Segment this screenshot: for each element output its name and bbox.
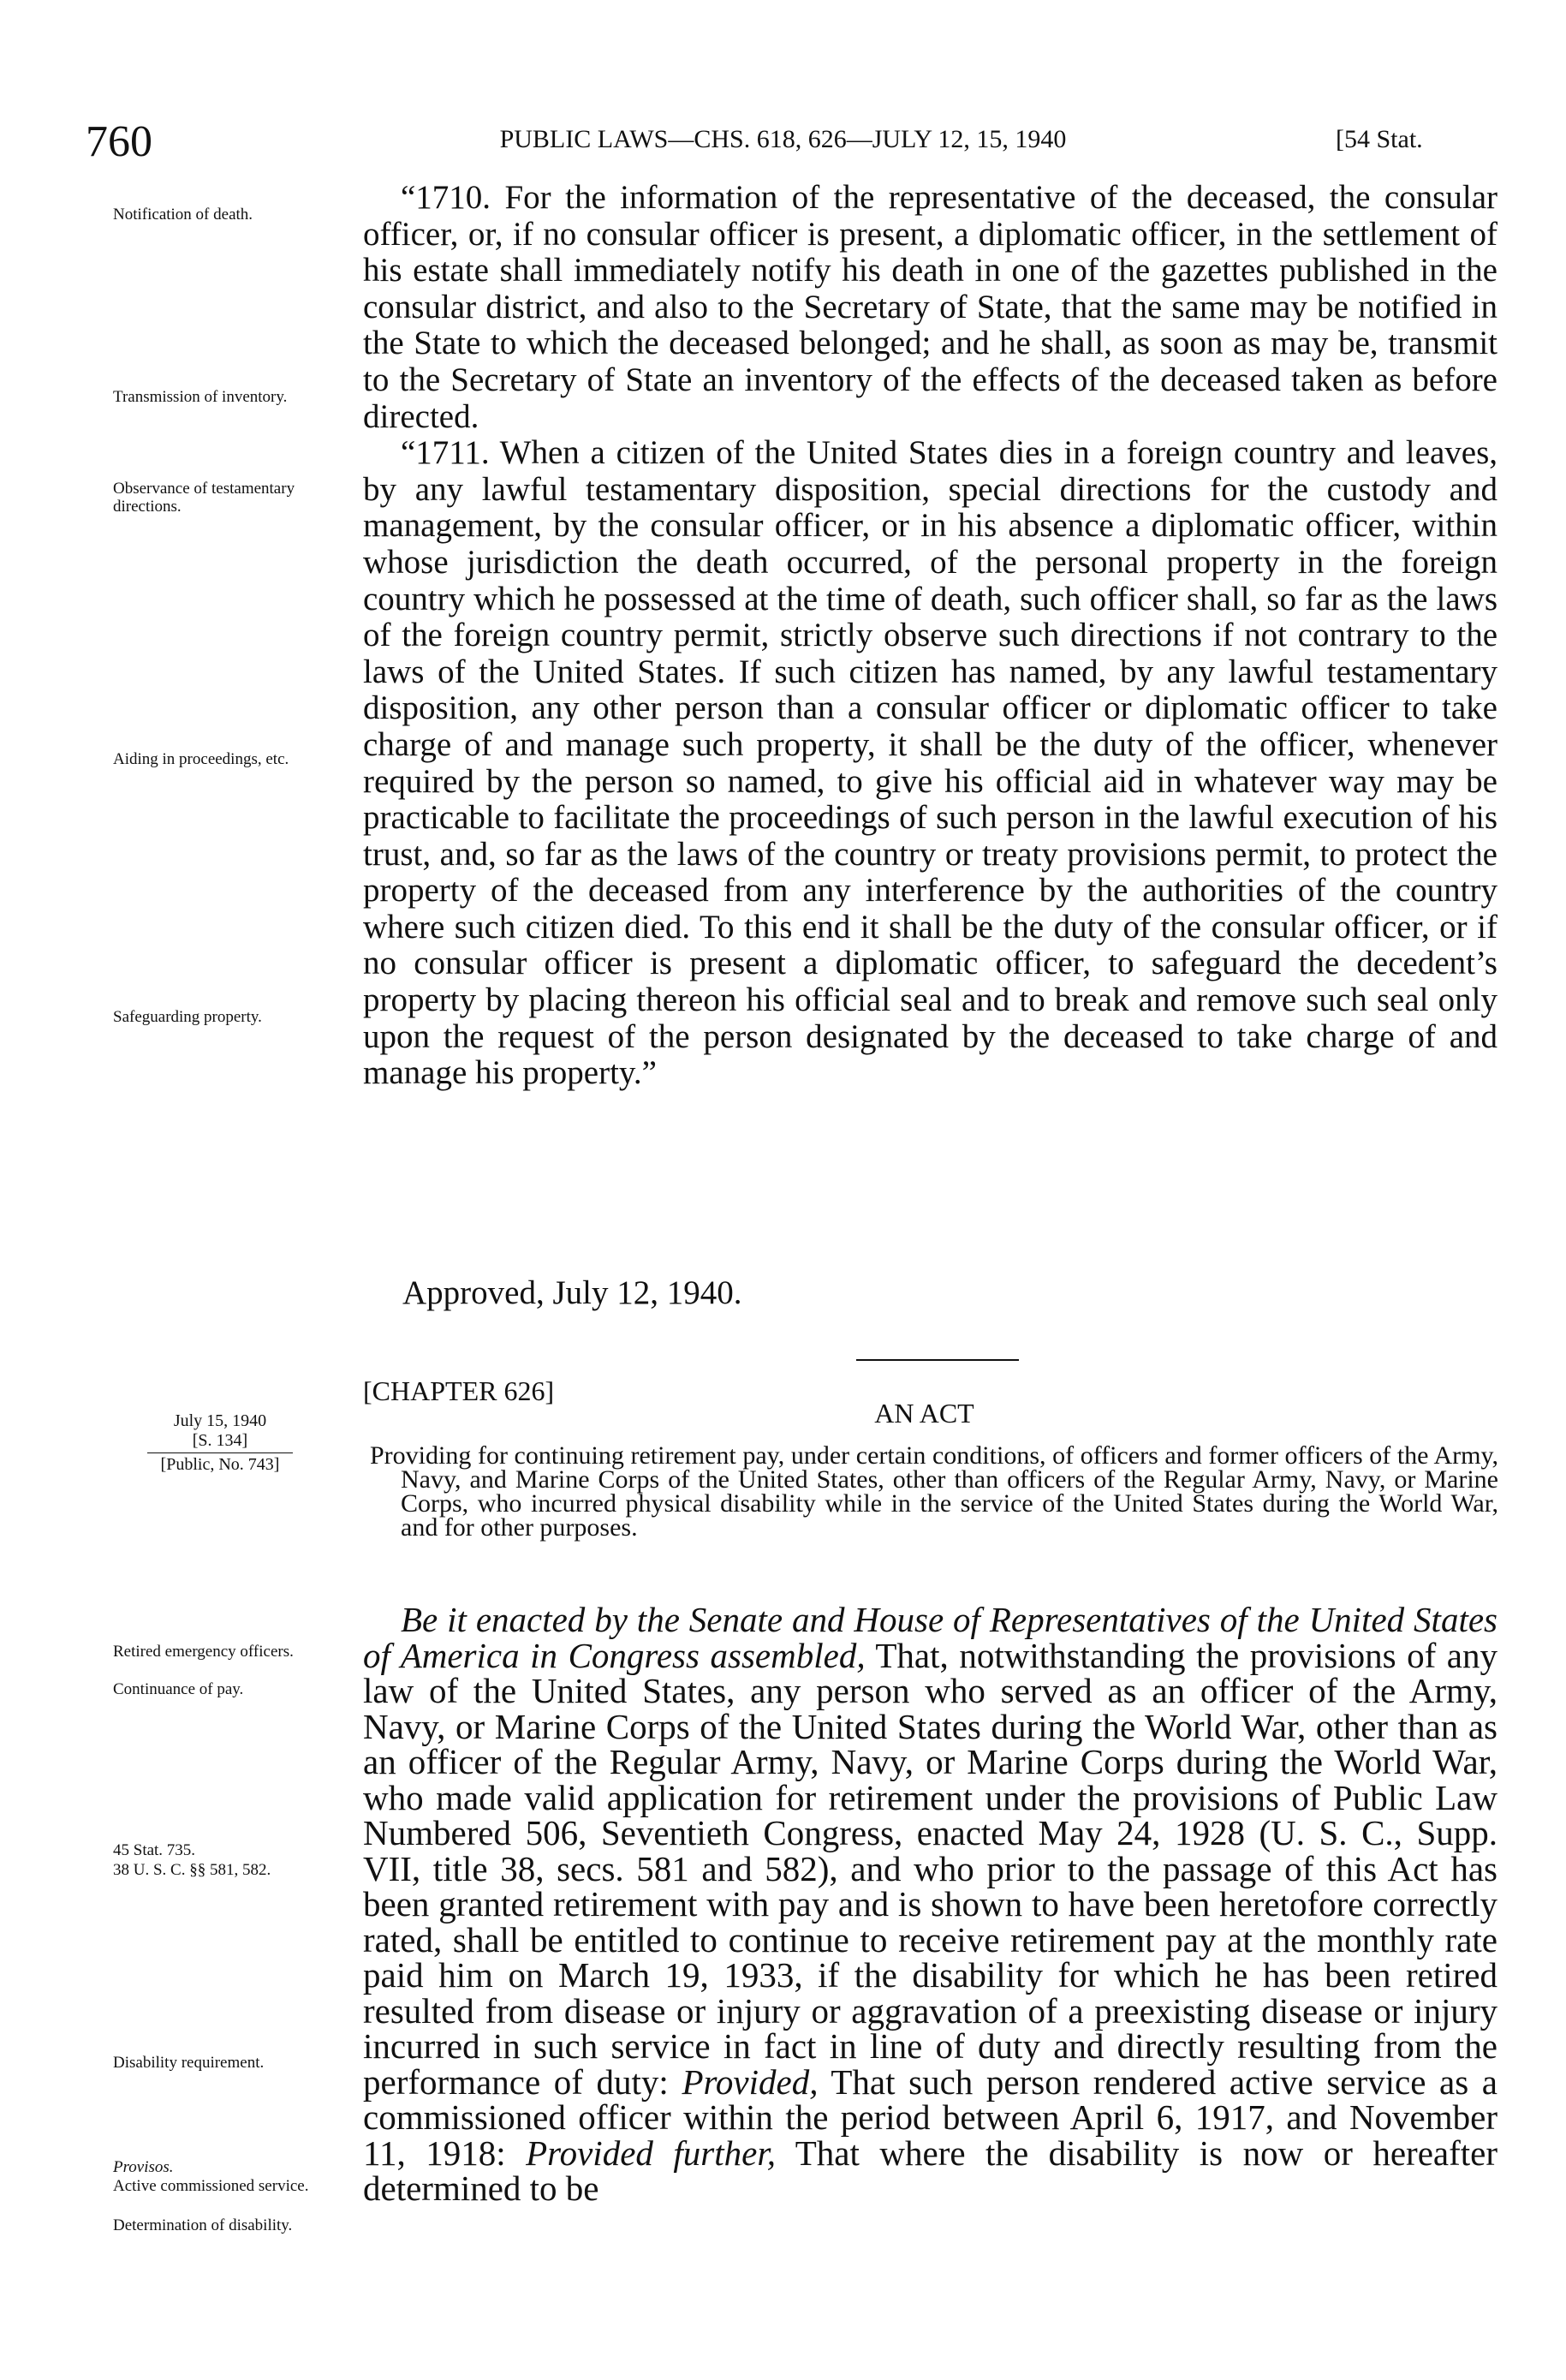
enact-body: That, notwithstanding the provisions of any law of the United States, any person who served as an officer of the Army, Navy, or Marine Corps of the United States during the World War, other than as an officer of the Regular Army, Navy, or Marine Corps during the World War, who made valid application for retirement under the provisions of Public Law Numbered 506, Seventieth Congress, enacted May 24, 1928 (U. S. C., Supp. VII, title 38, secs. 581 and 582), and who prior to the passage of this Act has been granted retirement with pay and is shown to have been heretofore correctly rated, shall be entitled to continue to receive retirement pay at the monthly rate paid him on March 19, 1933, if the disability for which he has been retired resulted from disease or injury or aggravation of a preexisting disease or injury incurred in such service in fact in line of duty and directly resulting from the performance of duty: <box>363 1635 1498 2102</box>
approval-date: July 15, 1940 <box>173 1411 267 1430</box>
approval-line: Approved, July 12, 1940. <box>402 1274 742 1311</box>
margin-note-active: Active commissioned service. <box>113 2177 309 2195</box>
act-title-text: Providing for continuing retirement pay, under certain conditions, of officers and former officers of the Army, Navy, and Marine Corps of the United States, other than officers of the Regular Army, Navy, or Marine Corps, who incurred physical disability while in the service of the United States during the World War, and for other purposes. <box>370 1441 1498 1542</box>
section-1711: “1711. When a citizen of the United States dies in a foreign country and leaves, by any lawful testamentary disposition, special directions for the custody and management, by the consular officer, or in his absence a diplomatic officer, within whose jurisdiction the death occurred, of the personal property in the foreign country which he possessed at the time of death, such officer shall, so far as the laws of the foreign country permit, strictly observe such directions if not contrary to the laws of the United States. If such citizen has named, by any lawful testamentary disposition, any other person than a consular officer or diplomatic officer to take charge of and manage such property, it shall be the duty of the officer, whenever required by the person so named, to give his official aid in whatever way may be practicable to facilitate the proceedings of such person in the lawful execution of his trust, and, so far as the laws of the country or treaty provisions permit, to protect the property of the deceased from any interference by the authorities of the country where such citizen died. To this end it shall be the duty of the consular officer, or if no consular officer is present a diplomatic officer, to safeguard the decedent’s property by placing thereon his official seal and to break and remove such seal only upon the request of the person designated by the deceased to take charge of and manage his property.” <box>363 434 1498 1092</box>
public-law-number: [Public, No. 743] <box>160 1455 280 1474</box>
section-1710: “1710. For the information of the representative of the deceased, the consular officer, or, if no consular officer is present, a diplomatic officer, in the settlement of his estate shall immediately notify his death in one of the gazettes published in the consular district, and also to the Secretary of State, that the same may be notified in the State to which the deceased belonged; and he shall, as soon as may be, transmit to the Secretary of State an inventory of the effects of the deceased taken as before directed. <box>363 179 1498 435</box>
an-act-heading: AN ACT <box>874 1398 974 1429</box>
senate-bill-number: [S. 134] <box>192 1431 248 1450</box>
margin-note-determination: Determination of disability. <box>113 2216 293 2234</box>
running-title: PUBLIC LAWS—CHS. 618, 626—JULY 12, 15, 1940 <box>499 125 1067 153</box>
margin-note-continuance: Continuance of pay. <box>113 1680 244 1698</box>
margin-note-observance: Observance of testamentary directions. <box>113 480 295 516</box>
provided-label: Provided, <box>682 2061 819 2102</box>
section-1710-and-1711 <box>363 180 1498 1092</box>
enacting-text <box>363 1602 1498 2207</box>
provided-further-text: That where the disability is now or hereafter determined to be <box>363 2132 1498 2208</box>
divider <box>147 1452 293 1453</box>
provided-further-label: Provided further, <box>526 2132 776 2173</box>
provided-text: That such person rendered active service as a commissioned officer within the period between April 6, 1917, and November 11, 1918: <box>363 2061 1498 2173</box>
enacting-paragraph <box>363 1602 1498 2207</box>
chapter-heading: [CHAPTER 626] <box>363 1375 555 1406</box>
section-divider <box>856 1359 1019 1361</box>
page-header <box>0 116 1566 168</box>
margin-note-stat: 45 Stat. 735. <box>113 1841 196 1859</box>
margin-note-retired: Retired emergency officers. <box>113 1643 294 1661</box>
enacting-clause: Be it enacted by the Senate and House of Representatives of the United States of America in Congress assembled, <box>363 1600 1498 1675</box>
volume-reference: [54 Stat. <box>1336 125 1423 153</box>
margin-note-usc: 38 U. S. C. §§ 581, 582. <box>113 1861 271 1879</box>
margin-note-aiding: Aiding in proceedings, etc. <box>113 750 289 768</box>
margin-note-notification: Notification of death. <box>113 206 253 224</box>
margin-note-safeguarding: Safeguarding property. <box>113 1008 262 1026</box>
margin-note-provisos: Provisos. <box>113 2158 174 2176</box>
page-number: 760 <box>86 117 152 166</box>
margin-note-disability: Disability requirement. <box>113 2054 265 2072</box>
act-title <box>370 1441 1498 1542</box>
margin-note-transmission: Transmission of inventory. <box>113 388 288 406</box>
